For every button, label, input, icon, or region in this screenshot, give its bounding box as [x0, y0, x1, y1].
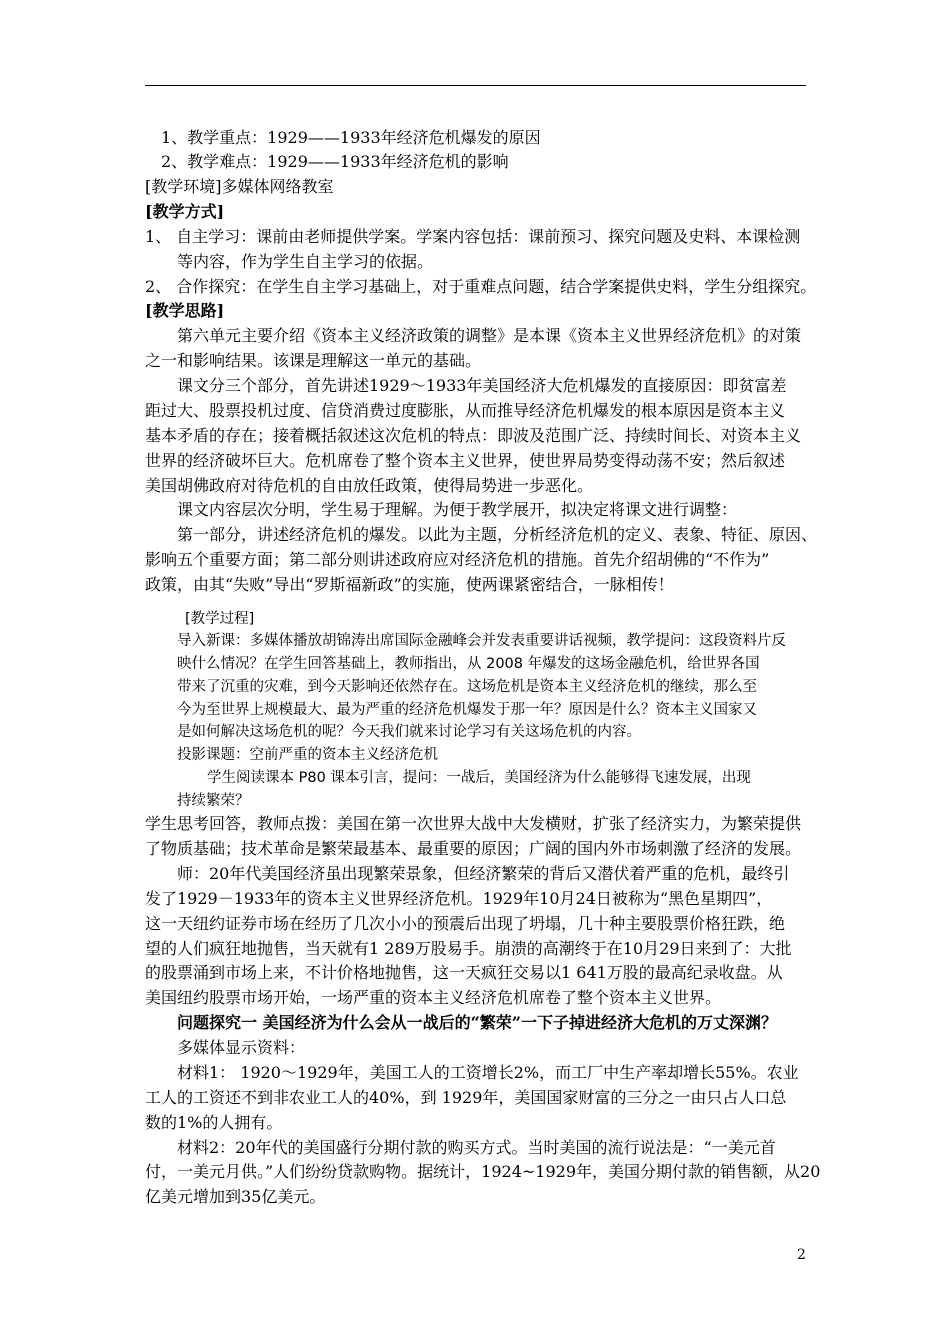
text-line: 1、 自主学习：课前由老师提供学案。学案内容包括：课前预习、探究问题及史料、本课检测 [145, 227, 801, 246]
text-line: 基本矛盾的存在；接着概括叙述这次危机的特点：即波及范围广泛、持续时间长、对资本主义 [145, 426, 802, 445]
text-line: 学生阅读课本 P80 课本引言，提问：一战后，美国经济为什么能够得飞速发展，出现 [207, 770, 751, 786]
text-line: 数的1%的人拥有。 [145, 1113, 283, 1132]
text-line: 2、 合作探究：在学生自主学习基础上，对于重难点问题，结合学案提供史料，学生分组探究。 [145, 277, 817, 296]
text-line: 美国胡佛政府对待危机的自由放任政策，使得局势进一步恶化。 [145, 476, 594, 495]
text-line: 映什么情况？在学生回答基础上，教师指出，从 2008 年爆发的这场金融危机，给世界各国 [177, 656, 760, 672]
section-heading: [教学环境]多媒体网络教室 [145, 177, 334, 196]
text-line: 课文分三个部分，首先讲述1929～1933年美国经济大危机爆发的直接原因：即贫富差 [177, 376, 787, 395]
text-line: 付，一美元月供。”人们纷纷贷款购物。据统计，1924~1929年，美国分期付款的销售额，从20 [145, 1162, 821, 1181]
text-line: 工人的工资还不到非农业工人的40%，到 1929年，美国国家财富的三分之一由只占人口总 [145, 1088, 787, 1107]
text-line: 材料2：20年代的美国盛行分期付款的购买方式。当时美国的流行说法是：“一美元首 [177, 1138, 776, 1157]
text-line: 影响五个重要方面；第二部分则讲述政府应对经济危机的措施。首先介绍胡佛的“不作为” [145, 550, 770, 569]
text-line: 望的人们疯狂地抛售，当天就有1 289万股易手。崩溃的高潮终于在10月29日来到了：大批 [145, 939, 792, 958]
text-line: 多媒体显示资料： [177, 1038, 306, 1057]
text-line: 了物质基础；技术革命是繁荣最基本、最重要的原因；广阔的国内外市场刺激了经济的发展。 [145, 839, 802, 858]
text-line: 师：20年代美国经济虽出现繁荣景象，但经济繁荣的背后又潜伏着严重的危机，最终引 [177, 864, 790, 883]
text-line: 世界的经济破坏巨大。危机席卷了整个资本主义世界，使世界局势变得动荡不安；然后叙述 [145, 451, 786, 470]
page-number: 2 [797, 1247, 806, 1263]
text-line: 第一部分，讲述经济危机的爆发。以此为主题，分析经济危机的定义、表象、特征、原因、 [177, 525, 818, 544]
question-heading: 问题探究一 美国经济为什么会从一战后的“繁荣”一下子掉进经济大危机的万丈深渊？ [177, 1013, 777, 1032]
text-line: 导入新课：多媒体播放胡锦涛出席国际金融峰会并发表重要讲话视频，教学提问：这段资料片反 [177, 633, 786, 649]
text-line: 这一天纽约证券市场在经历了几次小小的预震后出现了坍塌，几十种主要股票价格狂跌，绝 [145, 914, 786, 933]
text-line: 政策，由其“失败”导出“罗斯福新政”的实施，使两课紧密结合，一脉相传！ [145, 575, 674, 594]
text-line: 的股票涌到市场上来，不计价格地抛售，这一天疯狂交易以1 641万股的最高纪录收盘。从 [145, 963, 783, 982]
text-line: 课文内容层次分明，学生易于理解。为便于教学展开，拟决定将课文进行调整： [177, 500, 738, 519]
section-heading: [教学过程] [185, 611, 255, 627]
section-heading: [教学方式] [145, 202, 225, 221]
text-line: 距过大、股票投机过度、信贷消费过度膨胀，从而推导经济危机爆发的根本原因是资本主义 [145, 401, 786, 420]
text-line: 美国纽约股票市场开始，一场严重的资本主义经济危机席卷了整个资本主义世界。 [145, 988, 722, 1007]
text-line: 是如何解决这场危机的呢？今天我们就来讨论学习有关这场危机的内容。 [177, 724, 641, 740]
text-line: 亿美元增加到35亿美元。 [145, 1187, 326, 1206]
text-line: 带来了沉重的灾难，到今天影响还依然存在。这场危机是资本主义经济危机的继续，那么至 [177, 679, 757, 695]
text-line: 今为至世界上规模最大、最为严重的经济危机爆发于那一年？原因是什么？资本主义国家又 [177, 702, 757, 718]
header-rule [145, 85, 806, 86]
text-line: 发了1929－1933年的资本主义世界经济危机。1929年10月24日被称为“黑色星期四”， [145, 889, 773, 908]
section-heading: [教学思路] [145, 301, 225, 320]
text-line: 第六单元主要介绍《资本主义经济政策的调整》是本课《资本主义世界经济危机》的对策 [177, 326, 802, 345]
text-line: 学生思考回答，教师点拨：美国在第一次世界大战中大发横财，扩张了经济实力，为繁荣提供 [145, 814, 802, 833]
text-line: 等内容，作为学生自主学习的依据。 [177, 252, 434, 271]
text-line: 持续繁荣？ [177, 793, 250, 809]
text-line: 之一和影响结果。该课是理解这一单元的基础。 [145, 351, 482, 370]
text-line: 投影课题：空前严重的资本主义经济危机 [177, 747, 438, 763]
text-line: 材料1： 1920～1929年，美国工人的工资增长2%，而工厂中生产率却增长55%。农业 [177, 1063, 799, 1082]
text-line: 1、教学重点：1929——1933年经济危机爆发的原因 [161, 128, 541, 147]
text-line: 2、教学难点：1929——1933年经济危机的影响 [161, 152, 509, 171]
